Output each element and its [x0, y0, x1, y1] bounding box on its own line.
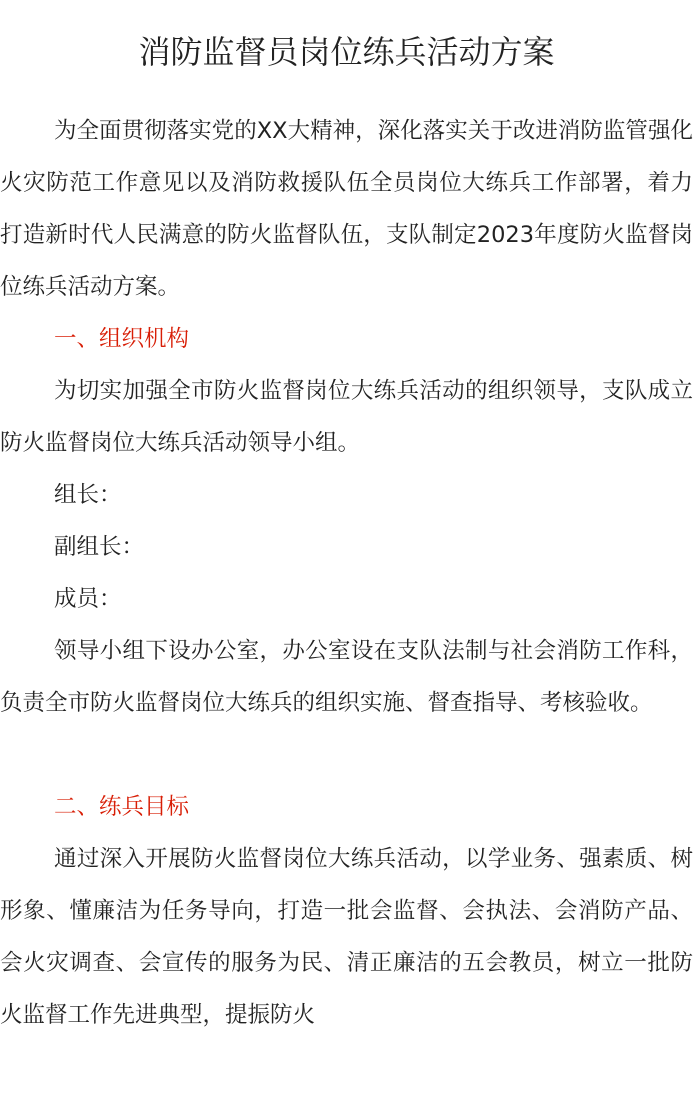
- intro-paragraph: 为全面贯彻落实党的XX大精神，深化落实关于改进消防监管强化火灾防范工作意见以及消防救援队伍全员岗位大练兵工作部署，着力打造新时代人民满意的防火监督队伍，支队制定2023年度防火监督岗位练兵活动方案。: [0, 118, 693, 300]
- goals-paragraph: 通过深入开展防火监督岗位大练兵活动，以学业务、强素质、树形象、懂廉洁为任务导向，打造一批会监督、会执法、会消防产品、会火灾调查、会宣传的服务为民、清正廉洁的五会教员，树立一批防火监督工作先进典型，提振防火: [0, 846, 693, 1028]
- section-heading-organization: 一、组织机构: [54, 326, 190, 352]
- organization-paragraph: 为切实加强全市防火监督岗位大练兵活动的组织领导，支队成立防火监督岗位大练兵活动领导小组。: [0, 378, 693, 456]
- office-paragraph: 领导小组下设办公室，办公室设在支队法制与社会消防工作科，负责全市防火监督岗位大练兵的组织实施、督查指导、考核验收。: [0, 638, 693, 716]
- members-line: 成员：: [54, 586, 122, 612]
- document-title: 消防监督员岗位练兵活动方案: [138, 33, 555, 71]
- leader-line: 组长：: [54, 482, 122, 508]
- section-heading-goals: 二、练兵目标: [54, 794, 190, 820]
- deputy-leader-line: 副组长：: [54, 534, 145, 560]
